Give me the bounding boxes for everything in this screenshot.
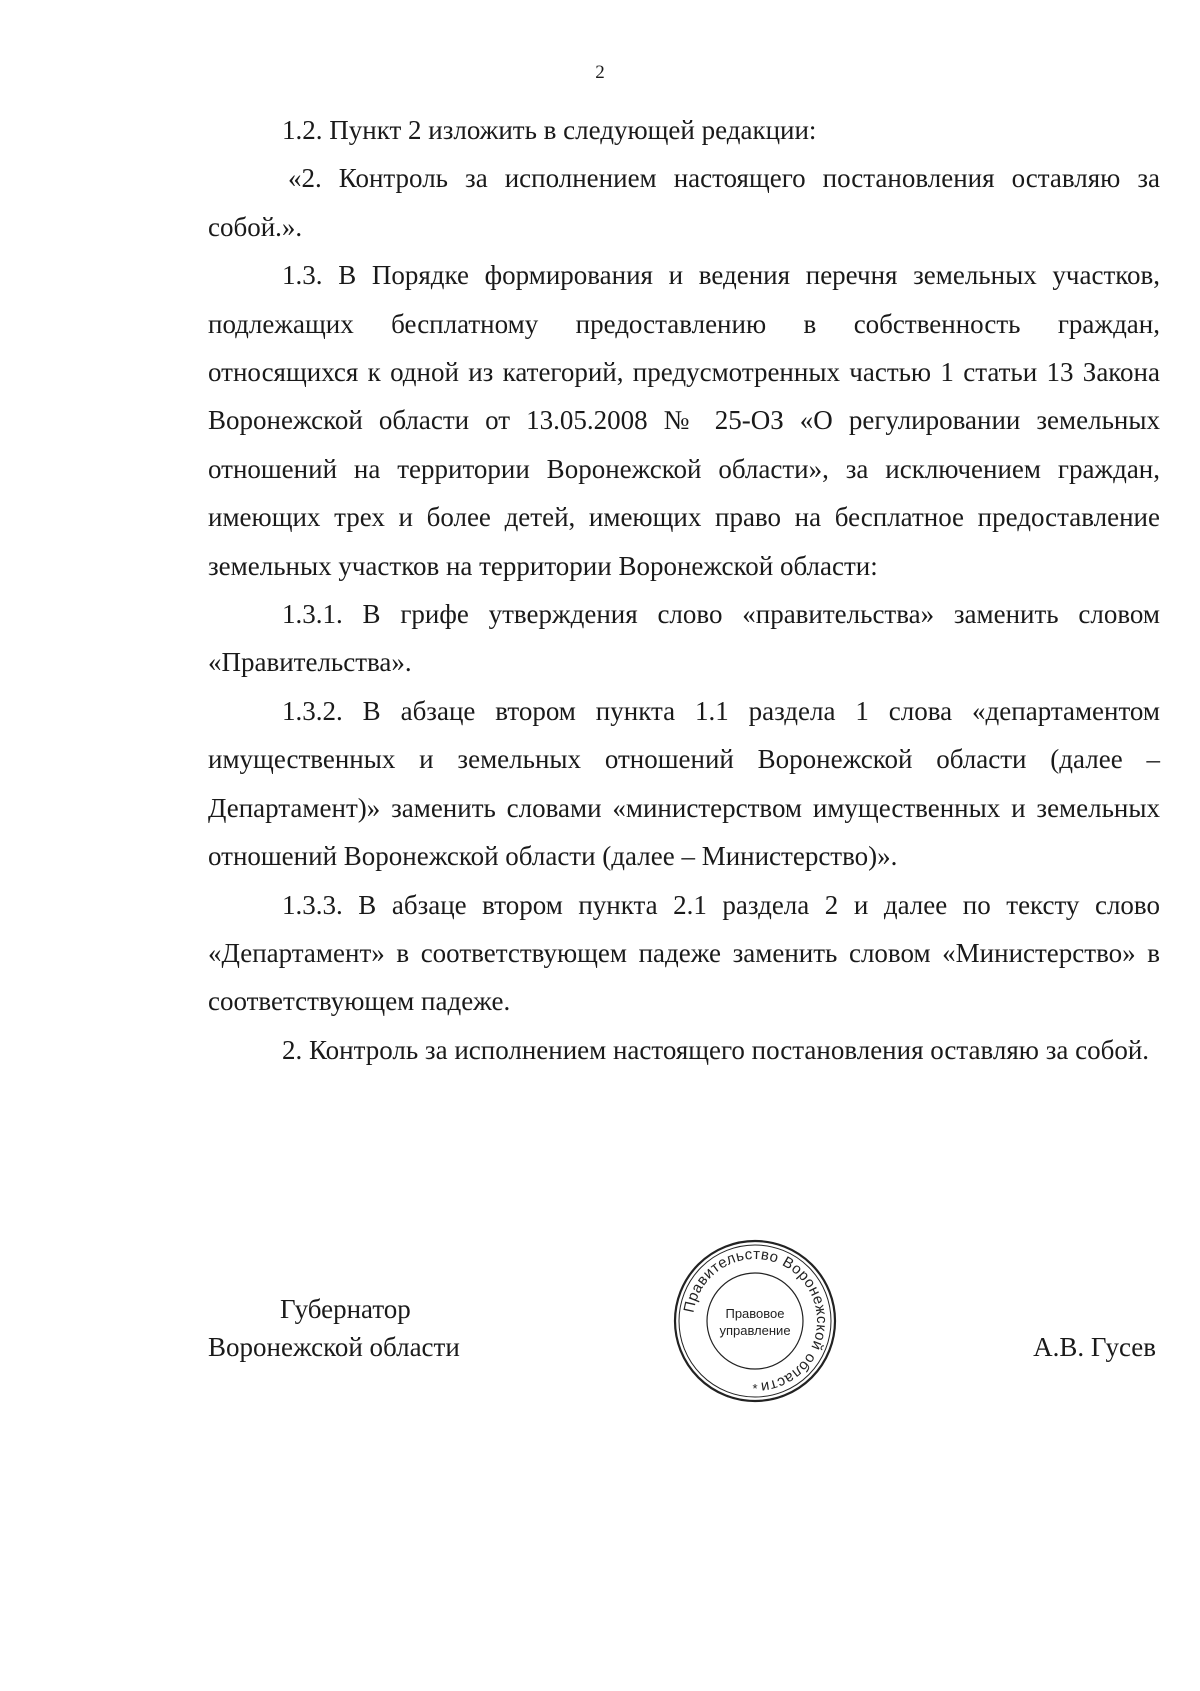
document-body bbox=[208, 106, 1160, 1074]
official-seal bbox=[670, 1236, 840, 1406]
seal-outer-text: Правительство Воронежской области bbox=[680, 1245, 831, 1396]
paragraph-2: 2. Контроль за исполнением настоящего постановления оставляю за собой. bbox=[282, 1034, 1150, 1065]
page-number: 2 bbox=[595, 62, 605, 83]
signatory-position bbox=[208, 1290, 460, 1366]
paragraph-1-3-1: 1.3.1. В грифе утверждения слово «правительства» заменить словом «Правительства». bbox=[208, 599, 1160, 678]
seal-star: * bbox=[752, 1381, 758, 1396]
seal-inner-line1: Правовое bbox=[725, 1306, 785, 1321]
paragraph-1-3-3: 1.3.3. В абзаце втором пункта 2.1 раздела 2 и далее по тексту слово «Департамент» в соответствующем падеже заменить словом «Министерство» в соответствующем падеже. bbox=[208, 889, 1160, 1017]
paragraph-1-2: 1.2. Пункт 2 изложить в следующей редакции: bbox=[282, 115, 817, 145]
paragraph-quote-2: «2. Контроль за исполнением настоящего постановления оставляю за собой.». bbox=[208, 163, 1160, 242]
seal-inner-line2: управление bbox=[719, 1323, 791, 1338]
paragraph-1-3: 1.3. В Порядке формирования и ведения перечня земельных участков, подлежащих бесплатному предоставлению в собственность граждан, относящихся к одной из категорий, предусмотренных частью 1 статьи 13 Закона Воронежской области от 13.05.2008 № 25-ОЗ «О регулировании земельных отношений на территории Воронежской области», за исключением граждан, имеющих трех и более детей, имеющих право на бесплатное предоставление земельных участков на территории Воронежской области: bbox=[208, 260, 1160, 581]
signatory-region: Воронежской области bbox=[208, 1332, 460, 1362]
signatory-title: Губернатор bbox=[280, 1294, 411, 1324]
paragraph-1-3-2: 1.3.2. В абзаце втором пункта 1.1 раздела 1 слова «департаментом имущественных и земельных отношений Воронежской области (далее – Департамент)» заменить словами «министерством имущественных и земельных отношений Воронежской области (далее – Министерство)». bbox=[208, 695, 1160, 872]
signatory-name: А.В. Гусев bbox=[1033, 1332, 1156, 1362]
